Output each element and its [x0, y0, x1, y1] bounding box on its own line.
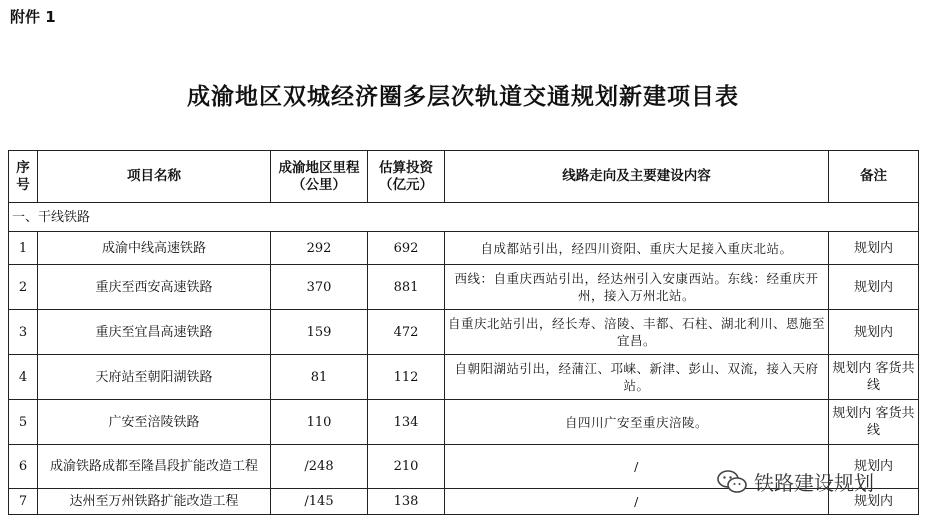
row-no: 7 — [9, 489, 38, 515]
attachment-label: 附件 1 — [10, 8, 56, 26]
section-label: 一、干线铁路 — [9, 203, 919, 232]
row-no: 5 — [9, 400, 38, 445]
header-investment: 估算投资（亿元） — [368, 151, 445, 203]
row-route: 自成都站引出，经四川资阳、重庆大足接入重庆北站。 — [445, 232, 829, 265]
row-investment: 210 — [368, 445, 445, 489]
table-row — [9, 400, 919, 445]
row-remark: 规划内 — [829, 310, 919, 355]
row-mileage: 110 — [271, 400, 368, 445]
row-route: 自四川广安至重庆涪陵。 — [445, 400, 829, 445]
row-remark: 规划内 — [829, 489, 919, 515]
row-mileage: 370 — [271, 265, 368, 310]
row-route: 自朝阳湖站引出，经蒲江、邛崃、新津、彭山、双流，接入天府站。 — [445, 355, 829, 400]
row-name: 重庆至宜昌高速铁路 — [38, 310, 271, 355]
row-route: / — [445, 489, 829, 515]
row-mileage: 81 — [271, 355, 368, 400]
watermark — [716, 467, 874, 496]
row-name: 天府站至朝阳湖铁路 — [38, 355, 271, 400]
row-name: 达州至万州铁路扩能改造工程 — [38, 489, 271, 515]
row-investment: 881 — [368, 265, 445, 310]
row-route: / — [445, 445, 829, 489]
table-header-row — [9, 151, 919, 203]
header-mileage: 成渝地区里程（公里） — [271, 151, 368, 203]
row-mileage: /248 — [271, 445, 368, 489]
row-name: 广安至涪陵铁路 — [38, 400, 271, 445]
section-row — [9, 203, 919, 232]
row-remark: 规划内 客货共线 — [829, 355, 919, 400]
header-route: 线路走向及主要建设内容 — [445, 151, 829, 203]
row-no: 2 — [9, 265, 38, 310]
row-no: 6 — [9, 445, 38, 489]
row-no: 3 — [9, 310, 38, 355]
row-investment: 692 — [368, 232, 445, 265]
row-name: 成渝中线高速铁路 — [38, 232, 271, 265]
row-investment: 112 — [368, 355, 445, 400]
header-no: 序号 — [9, 151, 38, 203]
table-row — [9, 265, 919, 310]
row-no: 1 — [9, 232, 38, 265]
row-remark: 规划内 客货共线 — [829, 400, 919, 445]
watermark-text: 铁路建设规划 — [754, 471, 874, 495]
row-remark: 规划内 — [829, 445, 919, 489]
table-row — [9, 232, 919, 265]
header-name: 项目名称 — [38, 151, 271, 203]
row-mileage: 292 — [271, 232, 368, 265]
row-no: 4 — [9, 355, 38, 400]
row-name: 成渝铁路成都至隆昌段扩能改造工程 — [38, 445, 271, 489]
header-remark: 备注 — [829, 151, 919, 203]
row-route: 西线：自重庆西站引出，经达州引入安康西站。东线：经重庆开州，接入万州北站。 — [445, 265, 829, 310]
page-title: 成渝地区双城经济圈多层次轨道交通规划新建项目表 — [187, 83, 739, 110]
wechat-icon — [716, 469, 748, 495]
row-remark: 规划内 — [829, 232, 919, 265]
row-investment: 134 — [368, 400, 445, 445]
table-row — [9, 310, 919, 355]
row-mileage: 159 — [271, 310, 368, 355]
row-name: 重庆至西安高速铁路 — [38, 265, 271, 310]
table-row — [9, 355, 919, 400]
project-table — [8, 150, 919, 515]
row-remark: 规划内 — [829, 265, 919, 310]
row-investment: 138 — [368, 489, 445, 515]
row-route: 自重庆北站引出，经长寿、涪陵、丰都、石柱、湖北利川、恩施至宜昌。 — [445, 310, 829, 355]
row-mileage: /145 — [271, 489, 368, 515]
row-investment: 472 — [368, 310, 445, 355]
